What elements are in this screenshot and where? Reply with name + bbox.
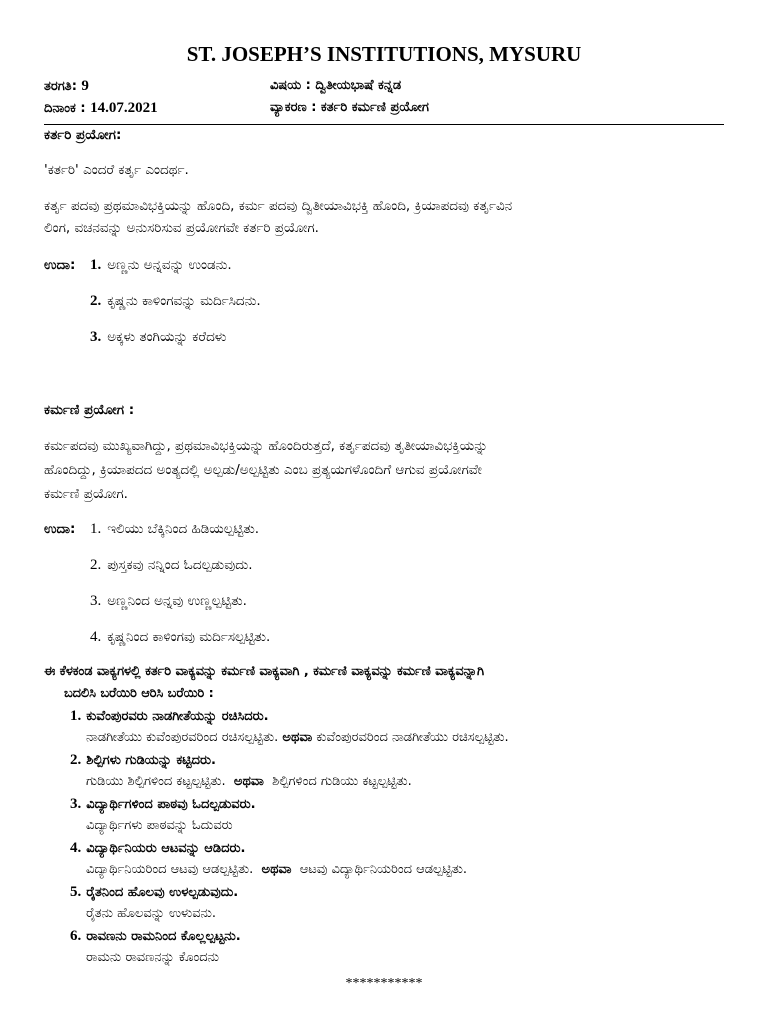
exercise-question	[70, 840, 245, 857]
kartari-definition-line-2: ಲಿಂಗ, ವಚನವನ್ನು ಅನುಸರಿಸುವ ಪ್ರಯೋಗವೇ ಕರ್ತರಿ ಪ್ರಯೋಗ.	[44, 220, 319, 236]
example-text: ಇಲಿಯು ಬೆಕ್ಕಿನಿಂದ ಹಿಡಿಯಲ್ಪಟ್ಟಿತು.	[107, 521, 260, 537]
example-text: ಅಣ್ಣನಿಂದ ಅನ್ನವು ಉಣ್ಣಲ್ಪಟ್ಟಿತು.	[107, 593, 247, 609]
exercise-question	[70, 752, 216, 769]
date-label: ದಿನಾಂಕ :	[44, 101, 86, 116]
example-number: 1.	[90, 521, 102, 537]
question-text: ರಾವಣನು ರಾಮನಿಂದ ಕೊಲ್ಲಲ್ಪಟ್ಟನು.	[86, 929, 241, 944]
kartari-example	[90, 257, 232, 274]
karmani-definition-line-2: ಹೊಂದಿದ್ದು, ಕ್ರಿಯಾಪದದ ಅಂತ್ಯದಲ್ಲಿ ಅಲ್ಪಡು/ಅಲ್ಪಟ್ಟಿತು ಎಂಬ ಪ್ರತ್ಯಯಗಳೊಂದಿಗೆ ಆಗುವ ಪ್ರಯೋಗವೇ	[44, 462, 482, 478]
class-label: ತರಗತಿ:	[44, 79, 77, 94]
exercise-instruction-line-2: ಬದಲಿಸಿ ಬರೆಯಿರಿ ಆರಿಸಿ ಬರೆಯಿರಿ :	[64, 686, 214, 701]
kartari-example	[90, 293, 261, 310]
kartari-example-label: ಉದಾ:	[44, 257, 76, 273]
kartari-heading: ಕರ್ತರಿ ಪ್ರಯೋಗ:	[44, 127, 122, 143]
question-number: 5.	[70, 884, 82, 900]
answer-b: ಆಟವು ವಿದ್ಯಾರ್ಥಿನಿಯರಿಂದ ಆಡಲ್ಪಟ್ಟಿತು.	[299, 862, 467, 877]
example-number: 2.	[90, 557, 102, 573]
karmani-definition-line-3: ಕರ್ಮಣಿ ಪ್ರಯೋಗ.	[44, 486, 128, 502]
question-text: ಶಿಲ್ಪಿಗಳು ಗುಡಿಯನ್ನು ಕಟ್ಟಿದರು.	[86, 753, 216, 768]
answer-a: ರೈತನು ಹೊಲವನ್ನು ಉಳುವನು.	[86, 906, 217, 921]
date-value: 14.07.2021	[90, 100, 158, 116]
example-text: ಕೃಷ್ಣನು ಕಾಳಿಂಗವನ್ನು ಮರ್ದಿಸಿದನು.	[107, 293, 261, 309]
answer-a: ರಾಮನು ರಾವಣನನ್ನು ಕೊಂದನು	[86, 950, 220, 965]
question-number: 4.	[70, 840, 82, 856]
or-word: ಅಥವಾ	[261, 862, 292, 877]
kartari-definition-line-1: ಕರ್ತೃ ಪದವು ಪ್ರಥಮಾವಿಭಕ್ತಿಯನ್ನು ಹೊಂದಿ, ಕರ್ಮ ಪದವು ದ್ವಿತೀಯಾವಿಭಕ್ತಿ ಹೊಂದಿ, ಕ್ರಿಯಾಪದವು ಕರ್ತೃವಿನ	[44, 198, 513, 214]
exercise-instruction-line-1: ಈ ಕೆಳಕಂಡ ವಾಕ್ಯಗಳಲ್ಲಿ ಕರ್ತರಿ ವಾಕ್ಯವನ್ನು ಕರ್ಮಣಿ ವಾಕ್ಯವಾಗಿ , ಕರ್ಮಣಿ ವಾಕ್ಯವನ್ನು ಕರ್ಮಣಿ ವಾಕ್ಯವನ್ನಾಗಿ	[44, 664, 484, 679]
exercise-answer	[86, 730, 509, 745]
topic-info: ವ್ಯಾಕರಣ : ಕರ್ತರಿ ಕರ್ಮಣಿ ಪ್ರಯೋಗ	[270, 100, 429, 115]
exercise-answer	[86, 906, 216, 921]
exercise-answer	[86, 950, 219, 965]
subject-info: ವಿಷಯ : ದ್ವಿತೀಯಭಾಷೆ ಕನ್ನಡ	[270, 78, 402, 93]
question-text: ವಿದ್ಯಾರ್ಥಿನಿಯರು ಆಟವನ್ನು ಆಡಿದರು.	[86, 841, 246, 856]
answer-a: ನಾಡಗೀತೆಯು ಕುವೆಂಪುರವರಿಂದ ರಚಿಸಲ್ಪಟ್ಟಿತು.	[86, 730, 279, 745]
example-number: 4.	[90, 629, 102, 645]
question-number: 1.	[70, 708, 82, 724]
karmani-example	[90, 557, 253, 574]
answer-a: ವಿದ್ಯಾರ್ಥಿನಿಯರಿಂದ ಆಟವು ಆಡಲ್ಪಟ್ಟಿತು.	[86, 862, 254, 877]
example-text: ಪುಸ್ತಕವು ನನ್ನಿಂದ ಓದಲ್ಪಡುವುದು.	[107, 557, 253, 573]
date-info	[44, 100, 158, 117]
exercise-question	[70, 884, 238, 901]
example-text: ಅಕ್ಕಳು ತಂಗಿಯನ್ನು ಕರೆದಳು	[107, 329, 227, 345]
exercise-answer	[86, 818, 233, 833]
exercise-question	[70, 796, 256, 813]
question-number: 6.	[70, 928, 82, 944]
karmani-example	[90, 629, 270, 646]
question-text: ವಿದ್ಯಾರ್ಥಿಗಳಿಂದ ಪಾಠವು ಓದಲ್ಪಡುವರು.	[86, 797, 256, 812]
exercise-answer	[86, 774, 412, 789]
exercise-question	[70, 928, 241, 945]
karmani-example	[90, 521, 259, 538]
or-word: ಅಥವಾ	[282, 730, 313, 745]
karmani-heading: ಕರ್ಮಣಿ ಪ್ರಯೋಗ :	[44, 402, 135, 418]
answer-b: ಶಿಲ್ಪಿಗಳಿಂದ ಗುಡಿಯು ಕಟ್ಟಲ್ಪಟ್ಟಿತು.	[272, 774, 412, 789]
answer-a: ಗುಡಿಯು ಶಿಲ್ಪಿಗಳಿಂದ ಕಟ್ಟಲ್ಪಟ್ಟಿತು.	[86, 774, 226, 789]
karmani-definition-line-1: ಕರ್ಮಪದವು ಮುಖ್ಯವಾಗಿದ್ದು, ಪ್ರಥಮಾವಿಭಕ್ತಿಯನ್ನು ಹೊಂದಿರುತ್ತದೆ, ಕರ್ತೃಪದವು ತೃತೀಯಾವಿಭಕ್ತಿಯನ್ನು	[44, 438, 488, 454]
or-word: ಅಥವಾ	[233, 774, 264, 789]
example-number: 3.	[90, 593, 102, 609]
example-text: ಅಣ್ಣನು ಅನ್ನವನ್ನು ಉಂಡನು.	[107, 257, 232, 273]
answer-b: ಕುವೆಂಪುರವರಿಂದ ನಾಡಗೀತೆಯು ರಚಿಸಲ್ಪಟ್ಟಿತು.	[316, 730, 509, 745]
class-value: 9	[81, 78, 89, 94]
header-divider	[44, 124, 724, 125]
question-text: ಕುವೆಂಪುರವರು ನಾಡಗೀತೆಯನ್ನು ರಚಿಸಿದರು.	[86, 709, 269, 724]
kartari-example	[90, 329, 226, 346]
example-number: 3.	[90, 329, 102, 345]
example-number: 2.	[90, 293, 102, 309]
question-number: 3.	[70, 796, 82, 812]
karmani-example-label: ಉದಾ:	[44, 521, 76, 537]
question-text: ರೈತನಿಂದ ಹೊಲವು ಉಳಲ್ಪಡುವುದು.	[86, 885, 239, 900]
exercise-answer	[86, 862, 467, 877]
example-number: 1.	[90, 257, 102, 273]
question-number: 2.	[70, 752, 82, 768]
answer-a: ವಿದ್ಯಾರ್ಥಿಗಳು ಪಾಠವನ್ನು ಓದುವರು	[86, 818, 233, 833]
kartari-meaning: 'ಕರ್ತರಿ' ಎಂದರೆ ಕರ್ತೃ ಎಂದರ್ಥ.	[44, 162, 189, 178]
exercise-question	[70, 708, 269, 725]
page-title: ST. JOSEPH’S INSTITUTIONS, MYSURU	[186, 42, 582, 66]
footer-stars: ***********	[345, 976, 423, 991]
karmani-example	[90, 593, 247, 610]
example-text: ಕೃಷ್ಣನಿಂದ ಕಾಳಿಂಗವು ಮರ್ದಿಸಲ್ಪಟ್ಟಿತು.	[107, 629, 271, 645]
class-info	[44, 78, 89, 95]
